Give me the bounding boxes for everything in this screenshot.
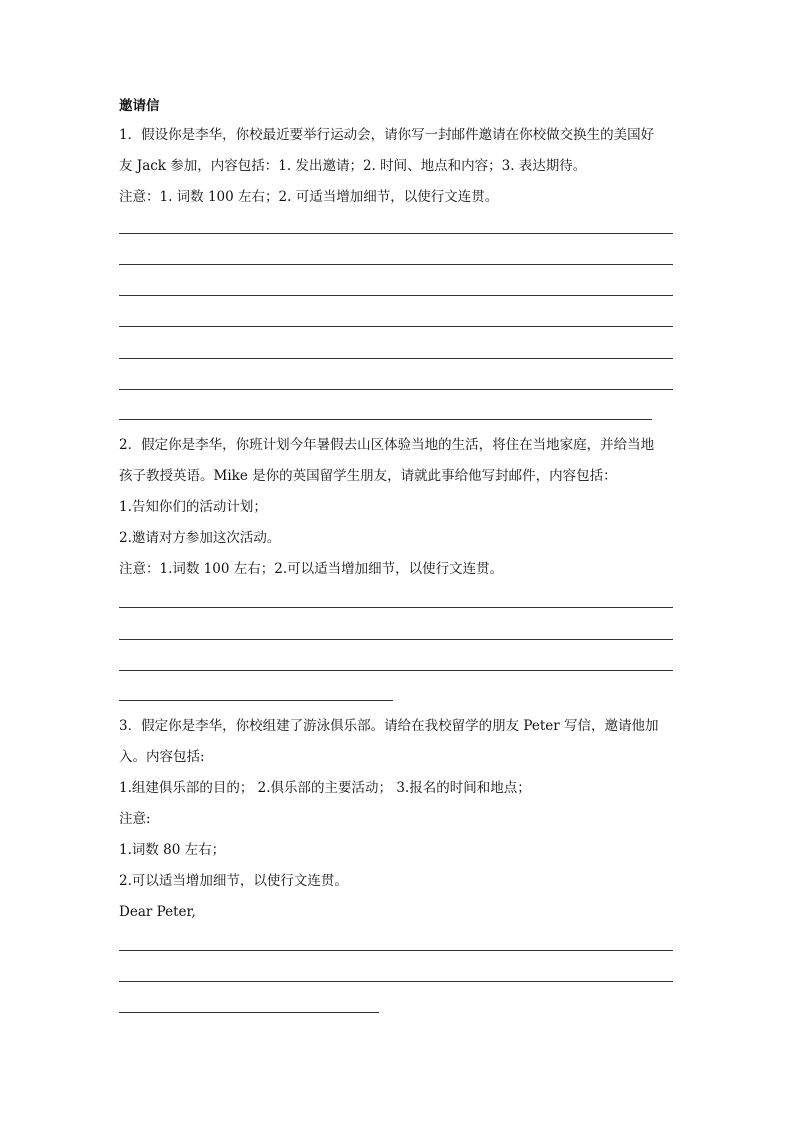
q1-note: 注意：1. 词数 100 左右；2. 可适当增加细节，以使行文连贯。 bbox=[119, 189, 499, 205]
q1-answer-line[interactable] bbox=[119, 295, 673, 296]
q3-note-2: 2.可以适当增加细节，以使行文连贯。 bbox=[119, 873, 348, 889]
q2-item-2: 2.邀请对方参加这次活动。 bbox=[119, 530, 281, 546]
q2-item-1: 1.告知你们的活动计划； bbox=[119, 499, 267, 515]
q1-answer-line[interactable] bbox=[119, 233, 673, 234]
q2-prompt-line-2: 孩子教授英语。Mike 是你的英国留学生朋友，请就此事给他写封邮件，内容包括： bbox=[119, 468, 617, 484]
q3-note-1: 1.词数 80 左右； bbox=[119, 842, 226, 858]
q2-answer-line[interactable] bbox=[119, 607, 673, 608]
q2-note: 注意：1.词数 100 左右；2.可以适当增加细节，以使行文连贯。 bbox=[119, 561, 504, 577]
q2-answer-line[interactable] bbox=[119, 639, 673, 640]
q3-prompt-line-1: 3．假定你是李华，你校组建了游泳俱乐部。请给在我校留学的朋友 Peter 写信，邀请他加 bbox=[119, 718, 659, 734]
q1-answer-line[interactable] bbox=[119, 389, 673, 390]
q2-answer-line[interactable] bbox=[119, 700, 393, 701]
q1-answer-line[interactable] bbox=[119, 358, 673, 359]
q3-note-label: 注意: bbox=[119, 811, 151, 827]
q1-answer-line[interactable] bbox=[119, 419, 652, 420]
q3-prompt-line-2: 入。内容包括: bbox=[119, 749, 205, 765]
q3-answer-line[interactable] bbox=[119, 981, 673, 982]
q3-content-items: 1.组建俱乐部的目的； 2.俱乐部的主要活动； 3.报名的时间和地点； bbox=[119, 780, 531, 796]
q3-answer-line[interactable] bbox=[119, 950, 673, 951]
q3-salutation: Dear Peter, bbox=[119, 904, 196, 920]
q1-answer-line[interactable] bbox=[119, 264, 673, 265]
q3-answer-line[interactable] bbox=[119, 1012, 379, 1013]
q2-prompt-line-1: 2．假定你是李华，你班计划今年暑假去山区体验当地的生活，将住在当地家庭，并给当地 bbox=[119, 437, 655, 453]
q2-answer-line[interactable] bbox=[119, 670, 673, 671]
q1-prompt-line-2: 友 Jack 参加，内容包括：1. 发出邀请；2. 时间、地点和内容；3. 表达期待。 bbox=[119, 158, 587, 174]
q1-prompt-line-1: 1．假设你是李华，你校最近要举行运动会，请你写一封邮件邀请在你校做交换生的美国好 bbox=[119, 127, 655, 143]
section-title: 邀请信 bbox=[119, 98, 160, 114]
q1-answer-line[interactable] bbox=[119, 326, 673, 327]
